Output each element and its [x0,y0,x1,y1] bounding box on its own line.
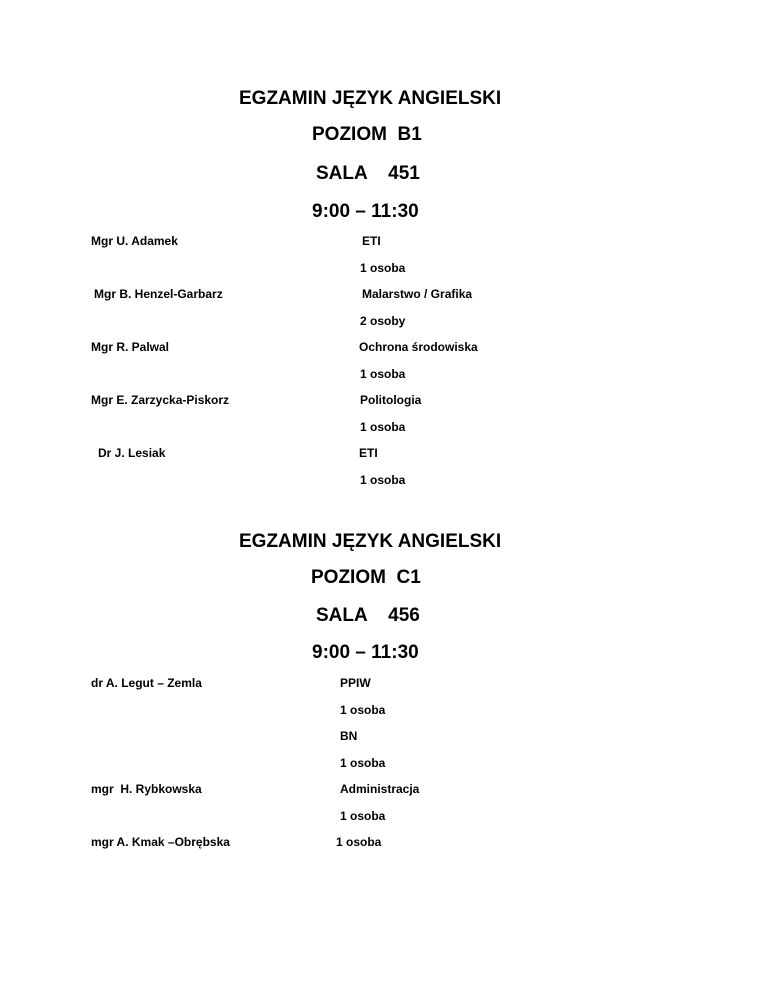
section1-field-3: Ochrona środowiska [359,340,478,354]
section2-count-3: 1 osoba [336,835,382,849]
section2-level: POZIOM C1 [311,567,421,588]
section1-count-1: 1 osoba [360,261,406,275]
section1-title: EGZAMIN JĘZYK ANGIELSKI [239,88,502,109]
section2-title: EGZAMIN JĘZYK ANGIELSKI [239,531,502,552]
section2-field-2: Administracja [340,782,420,796]
section1-teacher-3: Mgr R. Palwal [91,340,170,354]
section1-field-5: ETI [359,446,378,460]
section1-field-1: ETI [362,234,381,248]
section1-count-2: 2 osoby [360,314,406,328]
section1-field-2: Malarstwo / Grafika [362,287,473,301]
section1-teacher-5: Dr J. Lesiak [98,446,166,460]
section2-teacher-3: mgr A. Kmak –Obrębska [91,835,230,849]
section2-count-2: 1 osoba [340,809,386,823]
section1-count-4: 1 osoba [360,420,406,434]
section2-count-1: 1 osoba [340,703,386,717]
section1-field-4: Politologia [360,393,422,407]
section1-count-5: 1 osoba [360,473,406,487]
section1-teacher-1: Mgr U. Adamek [91,234,178,248]
section1-room: SALA 451 [316,163,420,184]
section1-teacher-4: Mgr E. Zarzycka-Piskorz [91,393,230,407]
section1-count-3: 1 osoba [360,367,406,381]
section2-time: 9:00 – 11:30 [312,642,419,663]
section2-teacher-2: mgr H. Rybkowska [91,782,202,796]
section2-field-1: PPIW [340,676,371,690]
section2-count-1b: 1 osoba [340,756,386,770]
section1-teacher-2: Mgr B. Henzel-Garbarz [94,287,223,301]
section2-teacher-1: dr A. Legut – Zemla [91,676,202,690]
section2-field-1b: BN [340,729,358,743]
section1-time: 9:00 – 11:30 [312,201,419,222]
section2-room: SALA 456 [316,605,420,626]
section1-level: POZIOM B1 [312,124,422,145]
